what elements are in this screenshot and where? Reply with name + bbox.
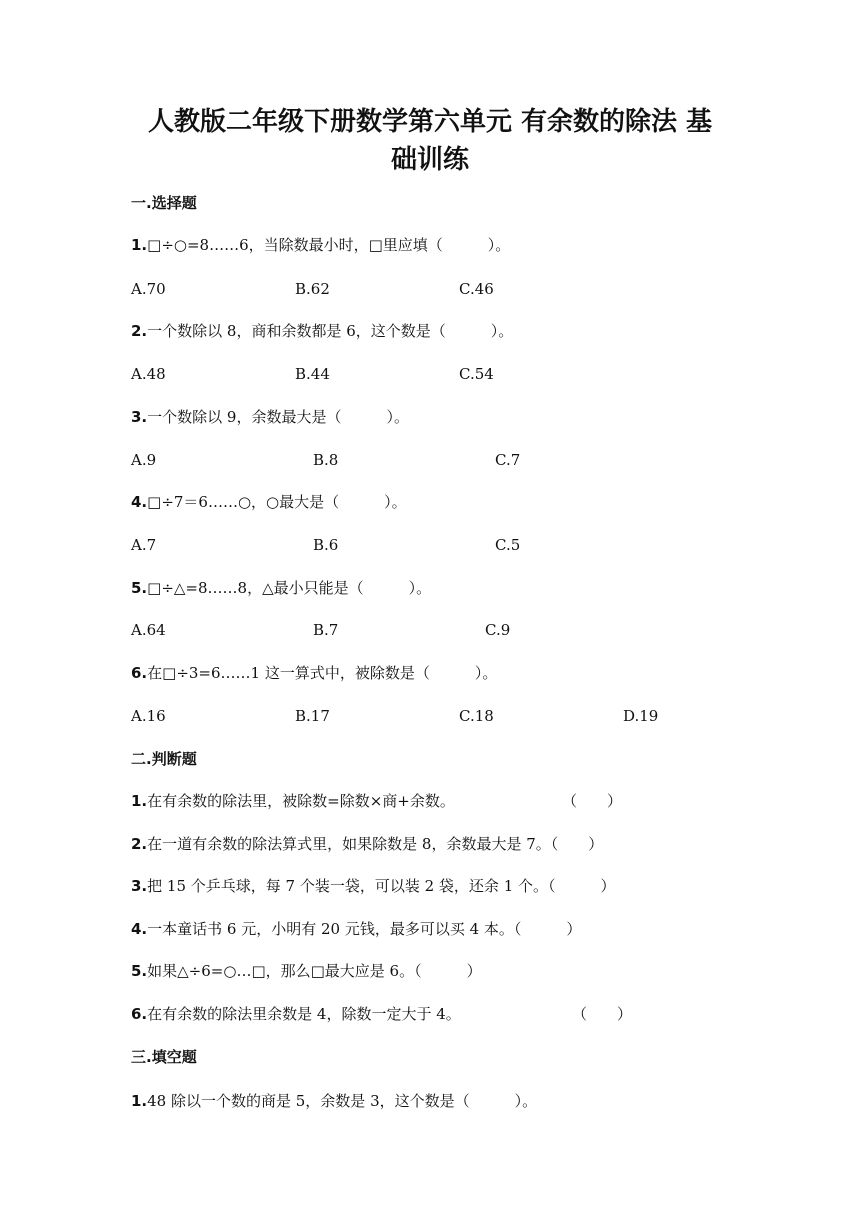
choice-1-option-b: B.62 bbox=[295, 280, 330, 298]
choice-3-option-b: B.8 bbox=[313, 451, 339, 469]
page-title-line-1: 人教版二年级下册数学第六单元 有余数的除法 基 bbox=[147, 107, 713, 137]
section-heading-choice: 一.选择题 bbox=[131, 194, 197, 212]
choice-6-option-b: B.17 bbox=[295, 707, 330, 725]
choice-6-option-c: C.18 bbox=[459, 707, 494, 725]
judge-6-answer-bracket: （ ） bbox=[572, 1005, 633, 1023]
judge-question-1: 1.在有余数的除法里，被除数=除数×商+余数。 bbox=[131, 792, 455, 810]
choice-1-option-c: C.46 bbox=[459, 280, 494, 298]
choice-5-option-b: B.7 bbox=[313, 621, 339, 639]
choice-5-option-c: C.9 bbox=[485, 621, 511, 639]
judge-1-answer-bracket: （ ） bbox=[562, 792, 623, 810]
choice-question-4: 4.□÷7＝6……○，○最大是（ ）。 bbox=[131, 493, 407, 511]
choice-6-option-d: D.19 bbox=[623, 707, 659, 725]
page-title-line-2: 础训练 bbox=[390, 145, 469, 175]
section-heading-judge: 二.判断题 bbox=[131, 750, 197, 768]
choice-4-option-c: C.5 bbox=[495, 536, 521, 554]
judge-question-3: 3.把 15 个乒乓球，每 7 个装一袋，可以装 2 袋，还余 1 个。（ ） bbox=[131, 877, 616, 895]
judge-question-4: 4.一本童话书 6 元，小明有 20 元钱，最多可以买 4 本。（ ） bbox=[131, 920, 582, 938]
choice-6-option-a: A.16 bbox=[131, 707, 166, 725]
choice-3-option-a: A.9 bbox=[131, 451, 157, 469]
choice-2-option-b: B.44 bbox=[295, 365, 330, 383]
choice-2-option-a: A.48 bbox=[131, 365, 166, 383]
choice-4-option-a: A.7 bbox=[131, 536, 157, 554]
choice-5-option-a: A.64 bbox=[131, 621, 166, 639]
choice-question-5: 5.□÷△=8……8，△最小只能是（ ）。 bbox=[131, 579, 432, 597]
choice-3-option-c: C.7 bbox=[495, 451, 521, 469]
choice-question-2: 2.一个数除以 8，商和余数都是 6，这个数是（ ）。 bbox=[131, 322, 514, 340]
judge-question-5: 5.如果△÷6=○…□，那么□最大应是 6。（ ） bbox=[131, 962, 482, 980]
choice-question-1: 1.□÷○=8……6，当除数最小时，□里应填（ ）。 bbox=[131, 236, 511, 254]
fill-question-1: 1.48 除以一个数的商是 5，余数是 3，这个数是（ ）。 bbox=[131, 1092, 538, 1110]
judge-question-2: 2.在一道有余数的除法算式里，如果除数是 8，余数最大是 7。（ ） bbox=[131, 835, 604, 853]
choice-4-option-b: B.6 bbox=[313, 536, 339, 554]
choice-2-option-c: C.54 bbox=[459, 365, 494, 383]
choice-question-6: 6.在□÷3=6……1 这一算式中，被除数是（ ）。 bbox=[131, 664, 498, 682]
choice-question-3: 3.一个数除以 9，余数最大是（ ）。 bbox=[131, 408, 409, 426]
section-heading-fill: 三.填空题 bbox=[131, 1048, 197, 1066]
judge-question-6: 6.在有余数的除法里余数是 4，除数一定大于 4。 bbox=[131, 1005, 461, 1023]
choice-1-option-a: A.70 bbox=[131, 280, 166, 298]
